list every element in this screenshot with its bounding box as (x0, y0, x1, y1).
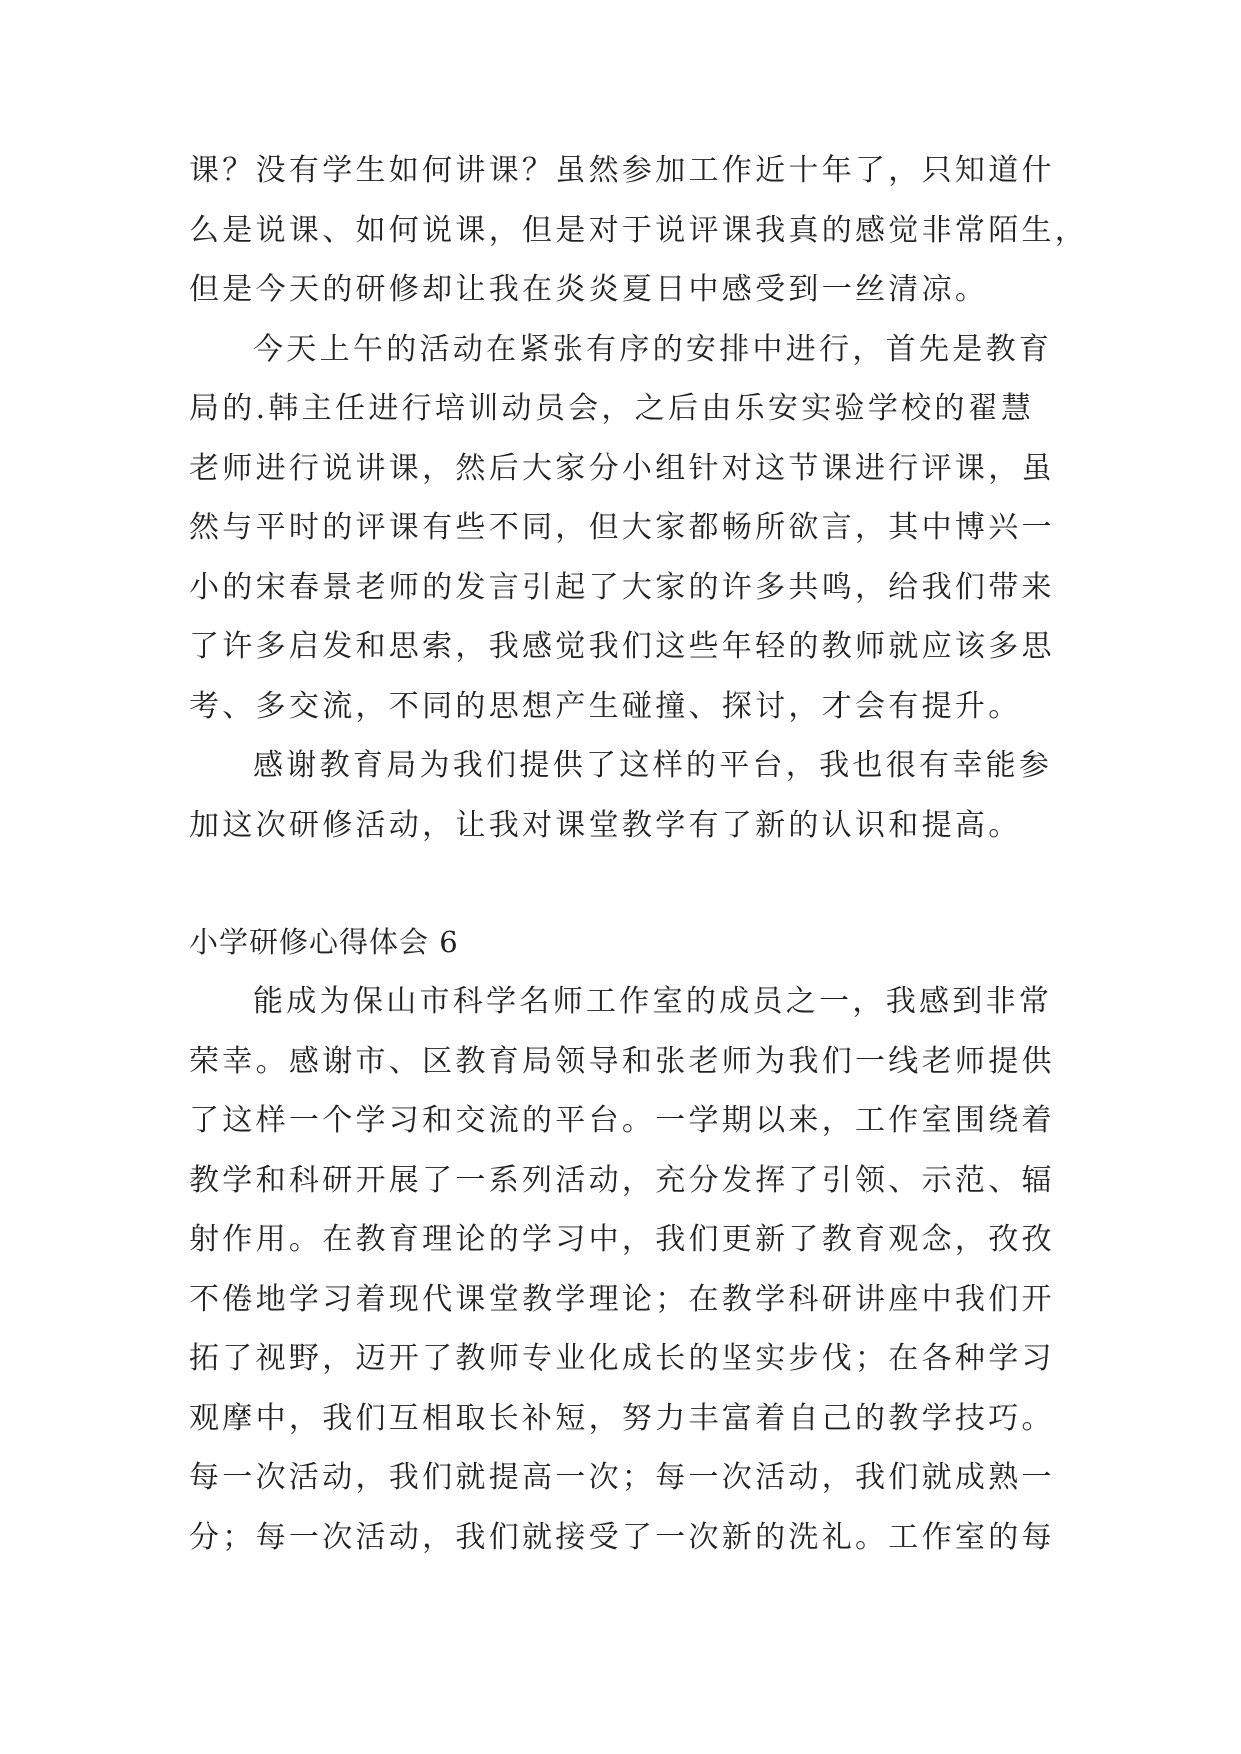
text-line: 么是说课、如何说课，但是对于说评课我真的感觉非常陌生， (189, 212, 1089, 248)
text-line: 荣幸。感谢市、区教育局领导和张老师为我们一线老师提供 (189, 1043, 1055, 1079)
document-body (189, 141, 1089, 1567)
text-line: 了许多启发和思索，我感觉我们这些年轻的教师就应该多思 (189, 629, 1055, 664)
text-line: 课？没有学生如何讲课？虽然参加工作近十年了，只知道什 (189, 153, 1055, 188)
text-line: 能成为保山市科学名师工作室的成员之一，我感到非常 (253, 984, 1053, 1019)
text-line: 射作用。在教育理论的学习中，我们更新了教育观念，孜孜 (189, 1222, 1055, 1257)
text-line: 拓了视野，迈开了教师专业化成长的坚实步伐；在各种学习 (189, 1341, 1055, 1376)
text-line: 然与平时的评课有些不同，但大家都畅所欲言，其中博兴一 (189, 510, 1055, 545)
text-line: 分；每一次活动，我们就接受了一次新的洗礼。工作室的每 (189, 1519, 1055, 1555)
text-line: 教学和科研开展了一系列活动，充分发挥了引领、示范、辐 (189, 1162, 1055, 1198)
section-spacer (189, 855, 1069, 912)
paragraph-activity (189, 320, 1069, 737)
text-line: 不倦地学习着现代课堂教学理论；在教学科研讲座中我们开 (189, 1281, 1055, 1317)
text-line: 局的.韩主任进行培训动员会，之后由乐安实验学校的翟慧 (189, 391, 1035, 426)
text-line: 老师进行说讲课，然后大家分小组针对这节课进行评课，虽 (189, 450, 1055, 486)
paragraph-studio (189, 972, 1069, 1567)
text-line: 今天上午的活动在紧张有序的安排中进行，首先是教育 (253, 331, 1053, 367)
text-line: 了这样一个学习和交流的平台。一学期以来，工作室围绕着 (189, 1103, 1055, 1138)
text-line: 小的宋春景老师的发言引起了大家的许多共鸣，给我们带来 (189, 569, 1055, 605)
text-line: 但是今天的研修却让我在炎炎夏日中感受到一丝清凉。 (189, 272, 989, 307)
paragraph-continued (189, 141, 1089, 320)
text-line: 每一次活动，我们就提高一次；每一次活动，我们就成熟一 (189, 1460, 1055, 1495)
paragraph-thanks (189, 736, 1069, 855)
text-line: 考、多交流，不同的思想产生碰撞、探讨，才会有提升。 (189, 688, 1022, 724)
text-line: 观摩中，我们互相取长补短，努力丰富着自己的教学技巧。 (189, 1400, 1055, 1436)
section-heading: 小学研修心得体会 6 (189, 925, 459, 959)
text-line: 加这次研修活动，让我对课堂教学有了新的认识和提高。 (189, 807, 1022, 843)
text-line: 感谢教育局为我们提供了这样的平台，我也很有幸能参 (253, 748, 1053, 783)
